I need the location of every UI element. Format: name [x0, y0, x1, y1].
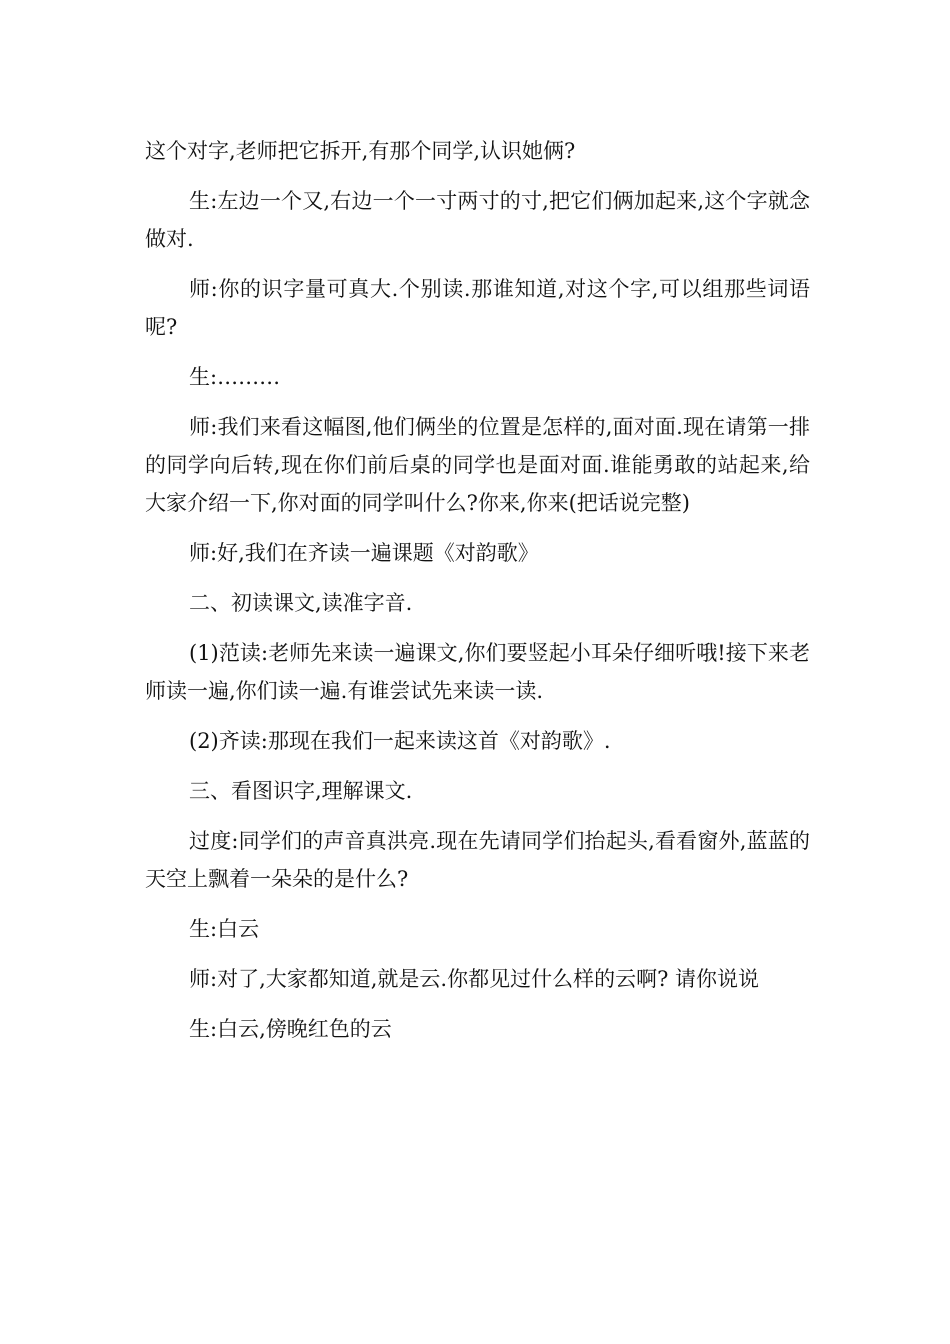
paragraph-student-answer-2: 生:……… — [189, 365, 281, 389]
section-heading-2: 二、初读课文,读准字音. — [189, 591, 413, 615]
paragraph-intro-question: 这个对字,老师把它拆开,有那个同学,认识她俩? — [145, 139, 576, 163]
document-body — [145, 132, 810, 1060]
paragraph-student-answer-3: 生:白云 — [189, 917, 260, 941]
paragraph-model-reading: (1)范读:老师先来读一遍课文,你们要竖起小耳朵仔细听哦!接下来老师读一遍,你们读一遍.有谁尝试先来读一读. — [145, 641, 810, 703]
paragraph-group-reading: (2)齐读:那现在我们一起来读这首《对韵歌》. — [189, 729, 611, 753]
paragraph-teacher-words: 师:你的识字量可真大.个别读.那谁知道,对这个字,可以组那些词语呢? — [145, 277, 810, 339]
paragraph-transition: 过度:同学们的声音真洪亮.现在先请同学们抬起头,看看窗外,蓝蓝的天空上飘着一朵朵的是什么? — [145, 829, 810, 891]
paragraph-teacher-clouds: 师:对了,大家都知道,就是云.你都见过什么样的云啊? 请你说说 — [189, 967, 760, 991]
paragraph-teacher-picture: 师:我们来看这幅图,他们俩坐的位置是怎样的,面对面.现在请第一排的同学向后转,现在你们前后桌的同学也是面对面.谁能勇敢的站起来,给大家介绍一下,你对面的同学叫什么?你来,你来(把话说完整) — [145, 415, 810, 515]
paragraph-student-answer-1: 生:左边一个又,右边一个一寸两寸的寸,把它们俩加起来,这个字就念做对. — [145, 189, 810, 251]
section-heading-3: 三、看图识字,理解课文. — [189, 779, 413, 803]
paragraph-teacher-title: 师:好,我们在齐读一遍课题《对韵歌》 — [189, 541, 539, 565]
paragraph-student-answer-4: 生:白云,傍晚红色的云 — [189, 1017, 392, 1041]
